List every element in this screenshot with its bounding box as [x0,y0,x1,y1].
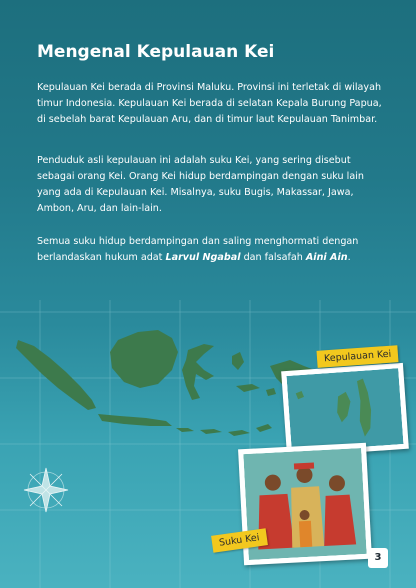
term-aini-ain: Aini Ain [305,252,348,263]
island-maluku [232,352,276,396]
paragraph-harmony [37,234,382,266]
label-kepulauan-kei: Kepulauan Kei [317,345,399,368]
suku-kei-people-photo [238,443,372,566]
paragraph-population: Penduduk asli kepulauan ini adalah suku Kei, yang sering disebut sebagai orang Kei. Orang Kei hidup berdampingan dengan suku lain yang ada di Kepulauan Kei. Misalnya, suku Bugis, Makassar, Jawa, Ambon, Aru, dan lain-lain. [37,155,364,214]
page-title: Mengenal Kepulauan Kei [37,42,275,62]
island-nusa-tenggara [176,424,272,436]
label-suku-kei: Suku Kei [211,528,267,552]
island-sulawesi [182,344,214,400]
kei-islands-illustration [286,368,403,452]
island-sumatra [16,340,96,410]
paragraph-harmony-start: Semua suku hidup berdampingan dan saling menghormati dengan berlandaskan hukum adat [37,236,359,263]
page-number: 3 [368,548,388,568]
paragraph-harmony-mid: dan falsafah [240,252,306,263]
island-kalimantan [110,330,178,388]
island-java [98,414,172,426]
paragraph-location: Kepulauan Kei berada di Provinsi Maluku. Provinsi ini terletak di wilayah timur Indonesia. Kepulauan Kei berada di selatan Kepala Burung Papua, di sebelah barat Kepulauan Aru, dan di timur laut Kepulauan Tanimbar. [37,82,382,125]
paragraph-harmony-end: . [347,252,351,263]
compass-rose-icon [24,468,68,512]
term-larvul-ngabal: Larvul Ngabal [165,252,241,263]
